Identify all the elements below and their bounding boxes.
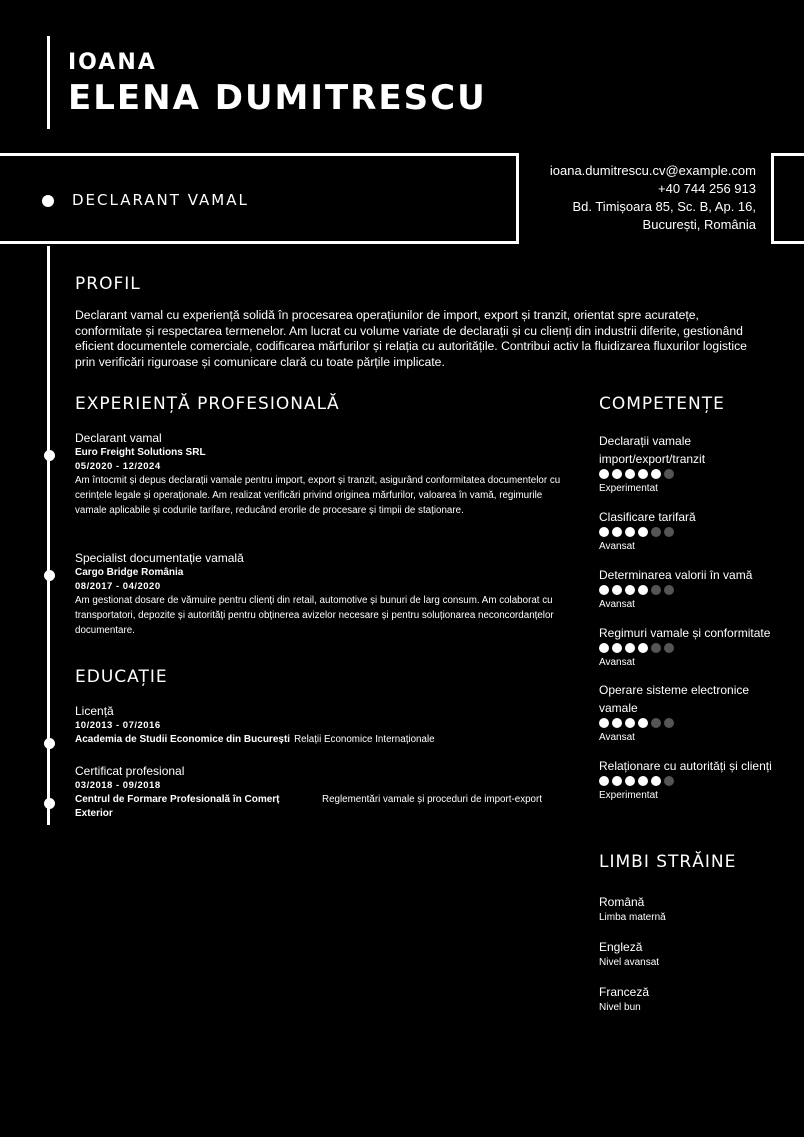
rating-dot-empty <box>664 469 674 479</box>
language-name: Română <box>599 895 645 909</box>
skill-rating <box>599 585 784 595</box>
job-title: DECLARANT VAMAL <box>72 191 249 209</box>
skill-rating <box>599 527 784 537</box>
skill-name: Clasificare tarifară <box>599 510 696 524</box>
rating-dot-filled <box>625 776 635 786</box>
rating-dot-empty <box>664 718 674 728</box>
skill-item <box>599 757 784 802</box>
skill-item <box>599 432 784 495</box>
skill-level: Experimentat <box>599 483 658 494</box>
rating-dot-filled <box>599 718 609 728</box>
job-dates: 08/2017 - 04/2020 <box>75 581 161 592</box>
education-institution: Academia de Studii Economice din București <box>75 734 291 745</box>
contact-address-line1: Bd. Timișoara 85, Sc. B, Ap. 16, <box>572 199 756 214</box>
rating-dot-empty <box>651 643 661 653</box>
education-item <box>75 764 555 821</box>
education-dates: 10/2013 - 07/2016 <box>75 720 161 731</box>
first-name: IOANA <box>68 50 157 75</box>
contact-email[interactable]: ioana.dumitrescu.cv@example.com <box>549 163 756 178</box>
name-accent-bar <box>47 36 50 129</box>
skills-section-title: COMPETENȚE <box>599 394 725 414</box>
language-level: Nivel avansat <box>599 957 660 968</box>
job-role: Specialist documentație vamală <box>75 551 244 565</box>
languages-section-title: LIMBI STRĂINE <box>599 852 737 872</box>
language-item <box>599 984 784 1015</box>
skill-item <box>599 508 784 553</box>
education-field: Reglementări vamale și proceduri de import-export <box>322 794 542 805</box>
skill-name: Declarații vamale import/export/tranzit <box>599 434 706 466</box>
skill-rating <box>599 776 784 786</box>
rating-dot-filled <box>599 585 609 595</box>
rating-dot-filled <box>625 469 635 479</box>
rating-dot-filled <box>625 585 635 595</box>
rating-dot-empty <box>651 527 661 537</box>
skill-name: Determinarea valorii în vamă <box>599 568 753 582</box>
experience-item <box>75 431 570 518</box>
skill-name: Relaționare cu autorități și clienți <box>599 759 772 773</box>
rating-dot-filled <box>612 718 622 728</box>
contact-phone[interactable]: +40 744 256 913 <box>658 181 756 196</box>
skill-name: Operare sisteme electronice vamale <box>599 683 750 715</box>
timeline-dot <box>44 450 55 461</box>
job-title-bullet <box>42 195 54 207</box>
profile-section-title: PROFIL <box>75 274 141 294</box>
rating-dot-filled <box>638 469 648 479</box>
profile-text: Declarant vamal cu experiență solidă în procesarea operațiunilor de import, export și tranzit, orientat spre acuratețe, conformitate și respectarea termenelor. Am lucrat cu volume variate de declarații și cu clienți din industrii diferite, gestionând eficient documentele comerciale, codificarea mărfurilor și relația cu autoritățile. Contribui activ la fluidizarea fluxurilor logistice prin verificări riguroase și comunicare clară cu toate părțile implicate. <box>75 308 747 369</box>
rating-dot-filled <box>638 643 648 653</box>
contact-address-line2: București, România <box>642 217 756 232</box>
rating-dot-empty <box>664 643 674 653</box>
skill-item <box>599 624 784 669</box>
rating-dot-filled <box>599 469 609 479</box>
experience-section-title: EXPERIENȚĂ PROFESIONALĂ <box>75 394 340 414</box>
last-name: ELENA DUMITRESCU <box>68 78 487 118</box>
skill-level: Avansat <box>599 541 635 552</box>
language-item <box>599 939 784 970</box>
skill-rating <box>599 718 784 728</box>
timeline-dot <box>44 738 55 749</box>
skill-level: Experimentat <box>599 790 658 801</box>
rating-dot-filled <box>638 527 648 537</box>
rating-dot-filled <box>612 585 622 595</box>
job-company: Euro Freight Solutions SRL <box>75 447 206 458</box>
rating-dot-filled <box>625 718 635 728</box>
skill-item <box>599 681 784 744</box>
rating-dot-filled <box>638 776 648 786</box>
rating-dot-filled <box>612 469 622 479</box>
rating-dot-filled <box>625 643 635 653</box>
rating-dot-empty <box>664 585 674 595</box>
rating-dot-filled <box>612 776 622 786</box>
rating-dot-filled <box>599 776 609 786</box>
education-dates: 03/2018 - 09/2018 <box>75 780 161 791</box>
rating-dot-filled <box>599 527 609 537</box>
skill-level: Avansat <box>599 732 635 743</box>
rating-dot-filled <box>612 643 622 653</box>
rating-dot-filled <box>651 469 661 479</box>
rating-dot-filled <box>625 527 635 537</box>
rating-dot-filled <box>651 776 661 786</box>
job-company: Cargo Bridge România <box>75 567 184 578</box>
language-level: Nivel bun <box>599 1002 641 1013</box>
education-section-title: EDUCAȚIE <box>75 667 168 687</box>
skill-rating <box>599 469 784 479</box>
job-description: Am gestionat dosare de vămuire pentru clienți din retail, automotive și bunuri de larg consum. Am colaborat cu transportatori, depozite și autorități pentru obținerea avizelor necesare și pentru soluționarea neconcordanțelor documentare. <box>75 595 554 636</box>
rating-dot-empty <box>664 776 674 786</box>
education-degree: Licență <box>75 704 114 718</box>
timeline-dot <box>44 570 55 581</box>
language-level: Limba maternă <box>599 912 666 923</box>
education-degree: Certificat profesional <box>75 764 185 778</box>
skill-level: Avansat <box>599 657 635 668</box>
language-name: Engleză <box>599 940 643 954</box>
contact-accent-box <box>771 153 804 244</box>
language-name: Franceză <box>599 985 650 999</box>
education-field: Relații Economice Internaționale <box>294 734 435 745</box>
education-institution: Centrul de Formare Profesională în Comerț Exterior <box>75 794 280 819</box>
skill-rating <box>599 643 784 653</box>
skill-name: Regimuri vamale și conformitate <box>599 626 771 640</box>
timeline-dot <box>44 798 55 809</box>
skill-item <box>599 566 784 611</box>
job-dates: 05/2020 - 12/2024 <box>75 461 161 472</box>
rating-dot-filled <box>638 718 648 728</box>
rating-dot-empty <box>664 527 674 537</box>
job-role: Declarant vamal <box>75 431 162 445</box>
job-description: Am întocmit și depus declarații vamale pentru import, export și tranzit, asigurând conformitatea documentelor cu cerințele legale și operaționale. Am realizat verificări privind originea mărfurilor, valoarea în vamă, regimurile vamale aplicabile și codurile tarifare, reducând erorile de procesare și timpii de staționare. <box>75 475 561 516</box>
education-item <box>75 704 555 747</box>
rating-dot-empty <box>651 718 661 728</box>
contact-block <box>550 162 756 234</box>
rating-dot-filled <box>638 585 648 595</box>
rating-dot-empty <box>651 585 661 595</box>
language-item <box>599 894 784 925</box>
skill-level: Avansat <box>599 599 635 610</box>
experience-item <box>75 551 570 638</box>
rating-dot-filled <box>612 527 622 537</box>
rating-dot-filled <box>599 643 609 653</box>
